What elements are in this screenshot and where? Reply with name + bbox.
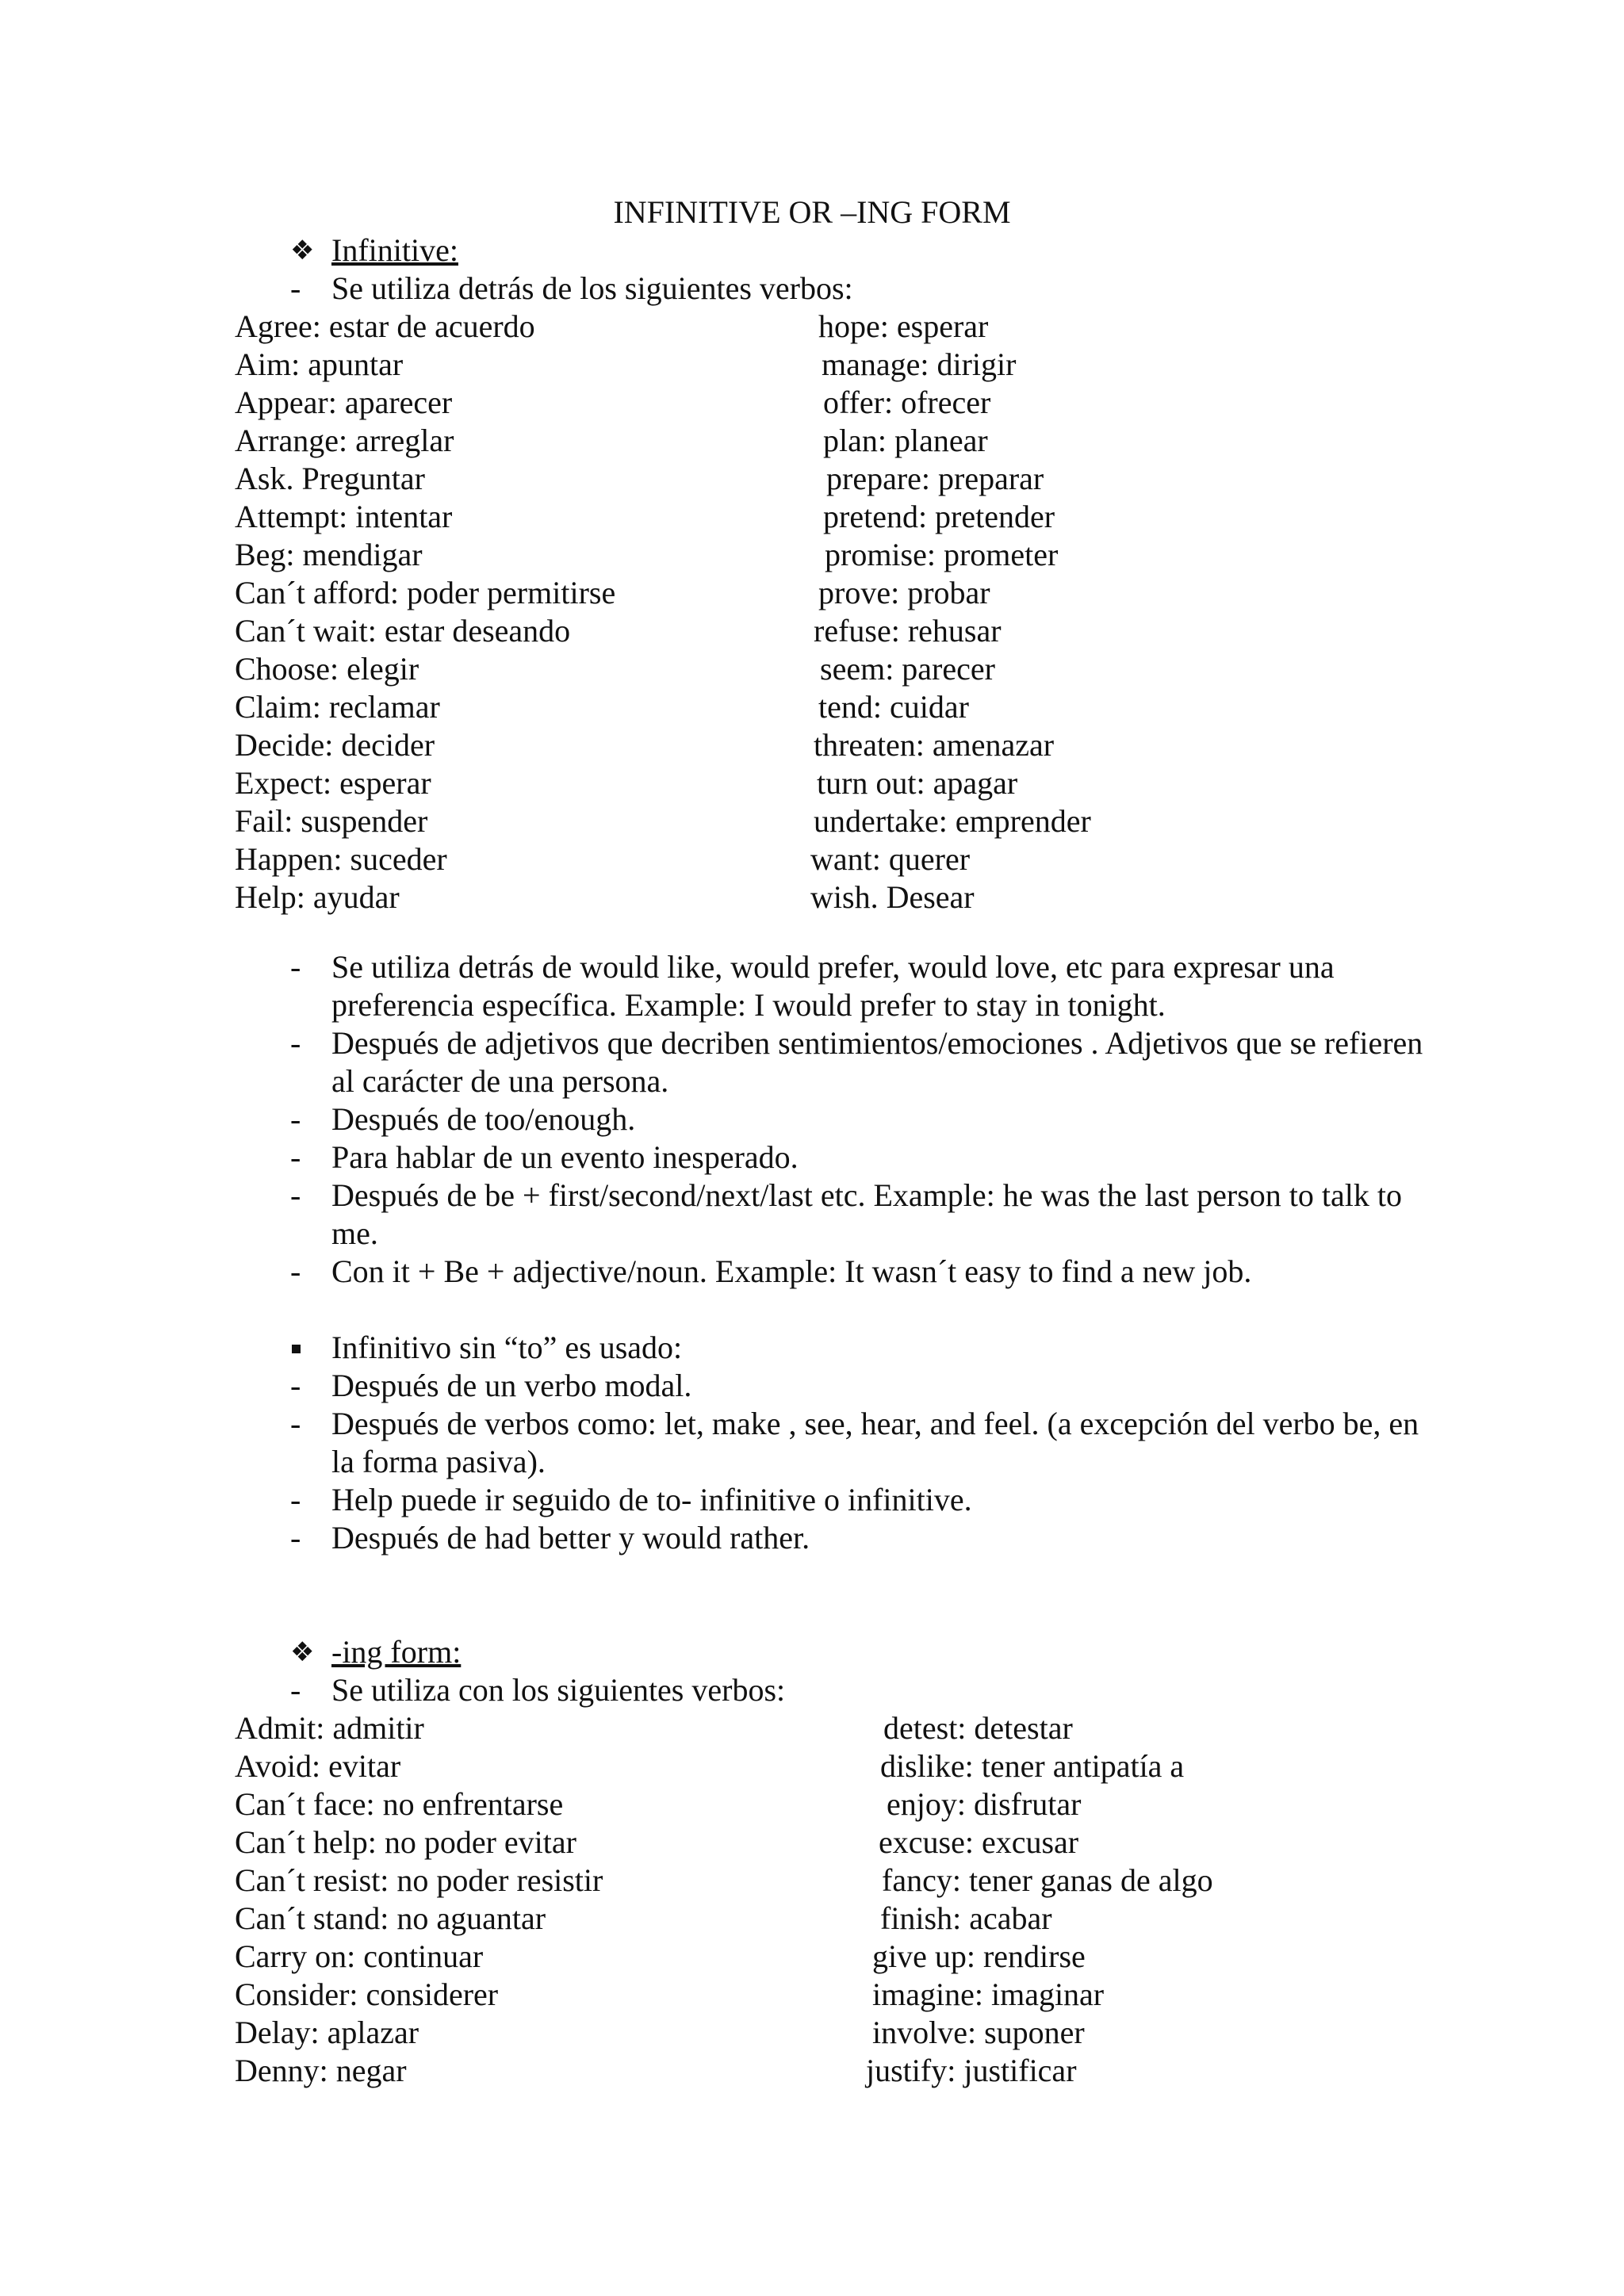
dash-bullet: - [290,1406,301,1441]
square-bullet-icon [292,1345,301,1353]
verb-left: Delay: aplazar [235,2015,419,2050]
bullet-text: Después de too/enough. [331,1101,636,1137]
verb-right: want: querer [810,841,971,877]
verb-left: Can´t afford: poder permitirse [235,575,616,610]
verb-right: fancy: tener ganas de algo [882,1862,1213,1898]
bullet-text: Después de be + first/second/next/last etc. Example: he was the last person to talk to me. [331,1177,1402,1251]
bullet-text: Después de adjetivos que decriben sentimientos/emociones . Adjetivos que se refieren al carácter de una persona. [331,1025,1423,1099]
verb-left: Can´t help: no poder evitar [235,1824,576,1860]
dash-bullet: - [290,1672,301,1708]
verb-right: finish: acabar [880,1900,1052,1936]
verb-left: Carry on: continuar [235,1938,484,1974]
verb-right: prepare: preparar [826,461,1044,496]
bullet-text: Después de verbos como: let, make , see, hear, and feel. (a excepción del verbo be, en la forma pasiva). [331,1406,1419,1479]
verb-right: turn out: apagar [817,765,1018,801]
verb-left: Arrange: arreglar [235,423,454,458]
verb-left: Can´t resist: no poder resistir [235,1862,603,1898]
verb-right: prove: probar [818,575,990,610]
verb-right: involve: suponer [872,2015,1085,2050]
dash-bullet: - [290,1101,301,1137]
verb-right: enjoy: disfrutar [887,1786,1082,1822]
dash-bullet: - [290,1139,301,1175]
verb-right: detest: detestar [883,1710,1073,1746]
verb-left: Ask. Preguntar [235,461,425,496]
dash-bullet: - [290,949,301,985]
verb-left: Claim: reclamar [235,689,440,725]
verb-right: seem: parecer [820,651,995,687]
verb-right: offer: ofrecer [823,385,991,420]
verb-right: threaten: amenazar [814,727,1055,763]
infinitive-intro-text: Se utiliza detrás de los siguientes verbos: [331,270,853,306]
bare-infinitive-heading-text: Infinitivo sin “to” es usado: [331,1330,683,1365]
bullet-text: Para hablar de un evento inesperado. [331,1139,799,1175]
verb-right: wish. Desear [810,879,975,915]
verb-left: Expect: esperar [235,765,431,801]
verb-left: Beg: mendigar [235,537,423,572]
dash-bullet: - [290,1520,301,1556]
verb-right: promise: prometer [825,537,1059,572]
verb-left: Can´t stand: no aguantar [235,1900,546,1936]
dash-bullet: - [290,1368,301,1403]
verb-right: excuse: excusar [879,1824,1079,1860]
verb-left: Consider: considerer [235,1976,499,2012]
bullet-text: Con it + Be + adjective/noun. Example: It wasn´t easy to find a new job. [331,1253,1252,1289]
bullet-text: Help puede ir seguido de to- infinitive o infinitive. [331,1482,972,1517]
diamond-bullet-icon: ❖ [290,1636,315,1668]
verb-left: Can´t wait: estar deseando [235,613,571,649]
bullet-text: Después de had better y would rather. [331,1520,810,1556]
dash-bullet: - [290,1177,301,1213]
bullet-text: Después de un verbo modal. [331,1368,692,1403]
infinitive-heading-label: Infinitive: [331,232,458,268]
verb-left: Admit: admitir [235,1710,424,1746]
verb-left: Decide: decider [235,727,435,763]
ing-heading-label: -ing form: [331,1634,462,1670]
verb-right: tend: cuidar [818,689,969,725]
verb-right: dislike: tener antipatía a [880,1748,1185,1784]
verb-right: justify: justificar [866,2053,1077,2088]
verb-left: Help: ayudar [235,879,400,915]
verb-right: plan: planear [823,423,988,458]
verb-left: Happen: suceder [235,841,447,877]
verb-right: manage: dirigir [822,346,1017,382]
bullet-text: Se utiliza detrás de would like, would prefer, would love, etc para expresar una preferencia específica. Example: I would prefer to stay in tonight. [331,949,1335,1023]
verb-left: Can´t face: no enfrentarse [235,1786,564,1822]
verb-left: Fail: suspender [235,803,428,839]
verb-left: Denny: negar [235,2053,407,2088]
verb-left: Avoid: evitar [235,1748,401,1784]
verb-left: Agree: estar de acuerdo [235,308,535,344]
ing-intro-text: Se utiliza con los siguientes verbos: [331,1672,786,1708]
verb-right: refuse: rehusar [814,613,1002,649]
verb-right: hope: esperar [818,308,989,344]
dash-bullet: - [290,270,301,306]
page-title: INFINITIVE OR –ING FORM [613,194,1011,230]
verb-left: Aim: apuntar [235,346,404,382]
dash-bullet: - [290,1482,301,1517]
verb-left: Appear: aparecer [235,385,453,420]
dash-bullet: - [290,1253,301,1289]
diamond-bullet-icon: ❖ [290,235,315,266]
verb-right: give up: rendirse [872,1938,1086,1974]
verb-right: imagine: imaginar [872,1976,1105,2012]
verb-right: undertake: emprender [814,803,1091,839]
verb-right: pretend: pretender [823,499,1055,534]
verb-left: Choose: elegir [235,651,419,687]
dash-bullet: - [290,1025,301,1061]
verb-left: Attempt: intentar [235,499,453,534]
